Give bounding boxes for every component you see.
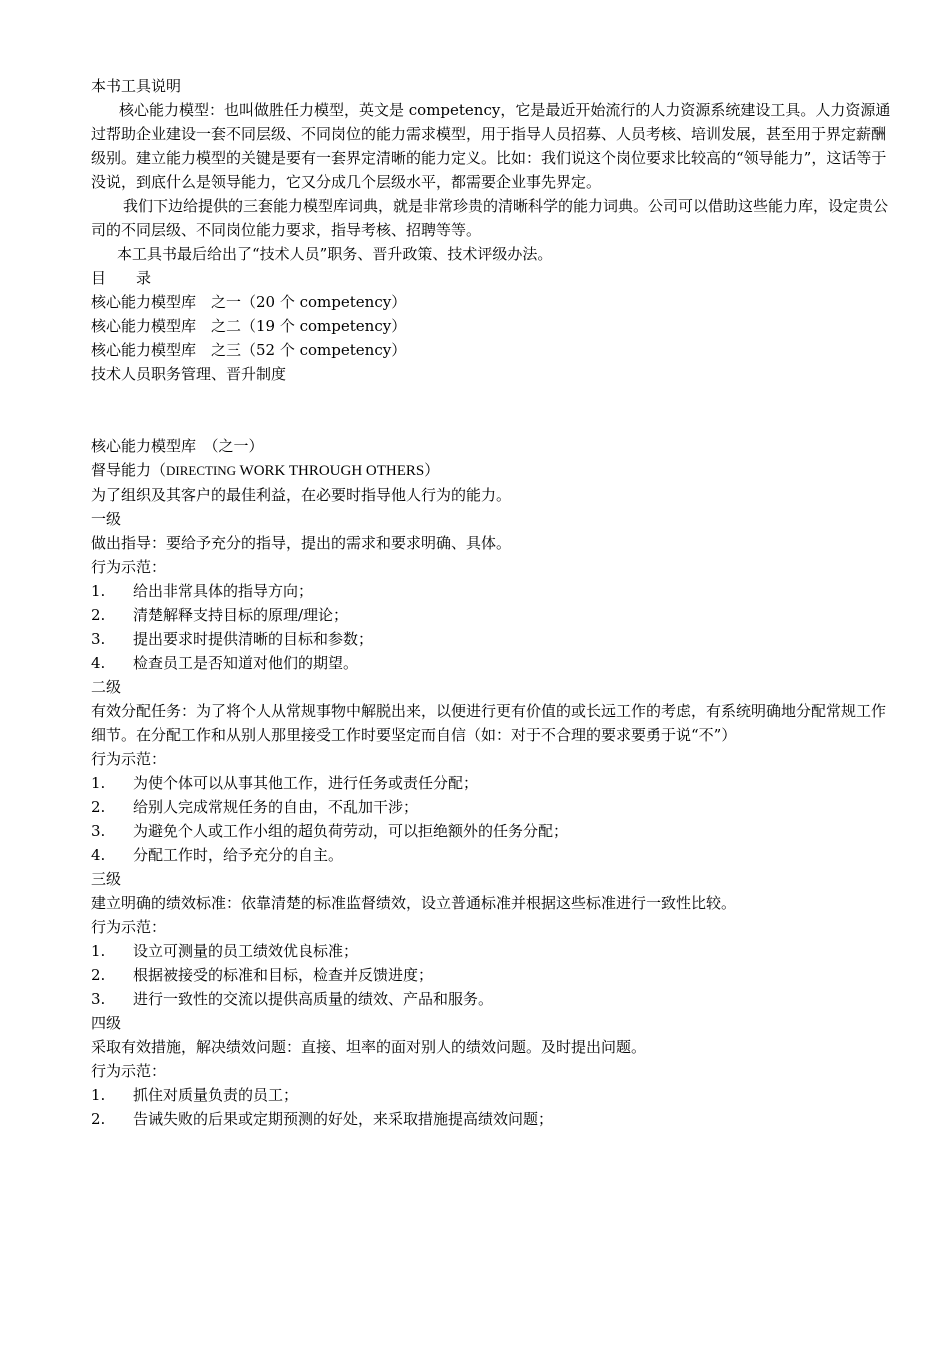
list-number: 2.	[91, 798, 106, 816]
list-item	[91, 843, 891, 867]
toc-heading: 目 录	[91, 269, 152, 287]
level-label: 三级	[91, 870, 122, 888]
list-text: 检查员工是否知道对他们的期望。	[133, 654, 359, 672]
list-text: 分配工作时，给予充分的自主。	[133, 846, 344, 864]
toc-item-3: 核心能力模型库 之三（52 个 competency）	[91, 341, 407, 359]
list-item	[91, 771, 891, 795]
list-item	[91, 627, 891, 651]
level-description: 采取有效措施，解决绩效问题：直接、坦率的面对别人的绩效问题。及时提出问题。	[91, 1038, 647, 1056]
list-number: 2.	[91, 966, 106, 984]
example-label: 行为示范：	[91, 1062, 167, 1080]
section-title: 核心能力模型库 （之一）	[91, 437, 264, 455]
list-number: 3.	[91, 822, 106, 840]
list-item	[91, 963, 891, 987]
intro-title: 本书工具说明	[91, 77, 182, 95]
list-text: 设立可测量的员工绩效优良标准；	[133, 942, 359, 960]
list-number: 3.	[91, 630, 106, 648]
level-label: 一级	[91, 510, 122, 528]
level-label: 二级	[91, 678, 122, 696]
list-number: 1.	[91, 582, 106, 600]
competency-en-rest: WORK THROUGH OTHERS）	[236, 463, 440, 479]
list-item	[91, 603, 891, 627]
level-description: 做出指导：要给予充分的指导，提出的需求和要求明确、具体。	[91, 534, 512, 552]
level-description: 有效分配任务：为了将个人从常规事物中解脱出来，以便进行更有价值的或长远工作的考虑，有系统明确地分配常规工作细节。在分配工作和从别人那里接受工作时要坚定而自信（如：对于不合理的要求要勇于说“不”）	[91, 702, 887, 744]
list-number: 4.	[91, 846, 106, 864]
list-item	[91, 579, 891, 603]
level-description: 建立明确的绩效标准：依靠清楚的标准监督绩效，设立普通标准并根据这些标准进行一致性比较。	[91, 894, 737, 912]
list-number: 4.	[91, 654, 106, 672]
list-text: 为使个体可以从事其他工作，进行任务或责任分配；	[133, 774, 479, 792]
intro-paragraph-2: 我们下边给提供的三套能力模型库词典，就是非常珍贵的清晰科学的能力词典。公司可以借助这些能力库，设定贵公司的不同层级、不同岗位能力要求，指导考核、招聘等等。	[91, 197, 889, 239]
list-text: 提出要求时提供清晰的目标和参数；	[133, 630, 374, 648]
toc-item-2: 核心能力模型库 之二（19 个 competency）	[91, 317, 407, 335]
intro-paragraph-3: 本工具书最后给出了“技术人员”职务、晋升政策、技术评级办法。	[117, 245, 553, 263]
competency-definition: 为了组织及其客户的最佳利益，在必要时指导他人行为的能力。	[91, 486, 512, 504]
list-text: 给别人完成常规任务的自由，不乱加干涉；	[133, 798, 419, 816]
list-number: 1.	[91, 942, 106, 960]
level-label: 四级	[91, 1014, 122, 1032]
list-item	[91, 939, 891, 963]
list-text: 给出非常具体的指导方向；	[133, 582, 314, 600]
list-item	[91, 795, 891, 819]
list-text: 告诫失败的后果或定期预测的好处，来采取措施提高绩效问题；	[133, 1110, 554, 1128]
list-item	[91, 651, 891, 675]
list-text: 进行一致性的交流以提供高质量的绩效、产品和服务。	[133, 990, 494, 1008]
document-page	[91, 74, 891, 1131]
list-item	[91, 819, 891, 843]
list-item	[91, 987, 891, 1011]
example-label: 行为示范：	[91, 750, 167, 768]
example-label: 行为示范：	[91, 918, 167, 936]
section-spacer	[91, 386, 891, 434]
list-item	[91, 1083, 891, 1107]
list-number: 2.	[91, 1110, 106, 1128]
list-number: 1.	[91, 1086, 106, 1104]
list-number: 2.	[91, 606, 106, 624]
list-text: 为避免个人或工作小组的超负荷劳动，可以拒绝额外的任务分配；	[133, 822, 569, 840]
competency-en-small: DIRECTING	[166, 463, 237, 478]
list-item	[91, 1107, 891, 1131]
list-number: 1.	[91, 774, 106, 792]
toc-item-1: 核心能力模型库 之一（20 个 competency）	[91, 293, 407, 311]
intro-paragraph-1: 核心能力模型：也叫做胜任力模型，英文是 competency，它是最近开始流行的人力资源系统建设工具。人力资源通过帮助企业建设一套不同层级、不同岗位的能力需求模型，用于指导人员招募、人员考核、培训发展，甚至用于界定薪酬级别。建立能力模型的关键是要有一套界定清晰的能力定义。比如：我们说这个岗位要求比较高的“领导能力”，这话等于没说，到底什么是领导能力，它又分成几个层级水平，都需要企业事先界定。	[91, 101, 891, 191]
list-text: 清楚解释支持目标的原理/理论；	[133, 606, 349, 624]
list-text: 根据被接受的标准和目标，检查并反馈进度；	[133, 966, 434, 984]
competency-prefix: 督导能力（	[91, 461, 167, 479]
example-label: 行为示范：	[91, 558, 167, 576]
list-number: 3.	[91, 990, 106, 1008]
list-text: 抓住对质量负责的员工；	[133, 1086, 299, 1104]
toc-item-4: 技术人员职务管理、晋升制度	[91, 365, 287, 383]
competency-title	[91, 458, 891, 483]
